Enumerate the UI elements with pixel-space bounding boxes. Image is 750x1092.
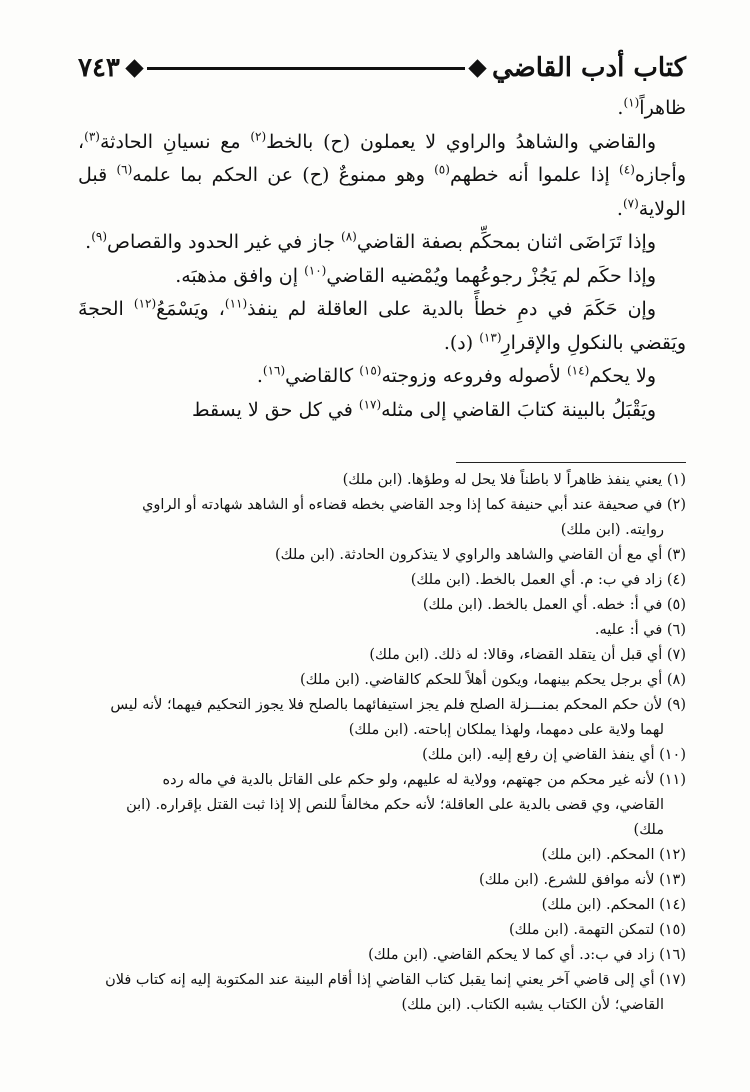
diamond-ornament-right	[468, 59, 486, 77]
footnote-6: (٦) في أ: عليه.	[594, 622, 686, 638]
text-run: ظاهراً	[639, 97, 686, 119]
paragraph-2	[78, 126, 686, 227]
footnotes	[72, 468, 686, 1018]
text-run: في كل حق لا يسقط	[192, 398, 359, 421]
footnote-2: (٢) في صحيفة عند أبي حنيفة كما إذا وجد القاضي بخطه قضاءه أو الشاهد شهادته أو الراوي	[142, 497, 686, 513]
footnote-ref: (٧)	[622, 196, 639, 211]
footnote-ref: (١٤)	[566, 363, 590, 378]
text-run: .	[617, 97, 624, 119]
text-run: جاز في غير الحدود والقصاص	[107, 231, 342, 253]
text-run: والقاضي والشاهدُ والراوي لا يعملون (ح) بالخط	[266, 130, 657, 153]
footnote-11-cont2: ملك)	[633, 822, 664, 838]
text-run: .	[85, 231, 92, 253]
text-run: ولا يحكم	[589, 365, 656, 387]
text-run: إن وافق مذهبَه.	[175, 264, 305, 287]
text-run: (د).	[443, 331, 480, 354]
footnote-ref: (١٧)	[358, 397, 382, 412]
page-header	[78, 48, 686, 88]
footnote-17-cont: القاضي؛ لأن الكتاب يشبه الكتاب. (ابن ملك)	[401, 997, 664, 1013]
footnote-ref: (٤)	[619, 162, 635, 177]
page-number: ٧٤٣	[78, 53, 120, 83]
footnote-13: (١٣) لأنه موافق للشرع. (ابن ملك)	[479, 872, 686, 888]
footnote-separator	[456, 462, 686, 463]
footnote-1: (١) يعني ينفذ ظاهراً لا باطناً فلا يحل له وطؤها. (ابن ملك)	[342, 472, 686, 488]
footnote-ref: (٣)	[84, 129, 100, 144]
footnote-10: (١٠) أي ينفذ القاضي إن رفع إليه. (ابن ملك)	[422, 747, 686, 763]
main-text	[78, 92, 686, 427]
text-run: .	[256, 365, 263, 387]
text-run: كالقاضي	[285, 365, 360, 387]
paragraph-6	[78, 360, 686, 394]
footnote-3: (٣) أي مع أن القاضي والشاهد والراوي لا يتذكرون الحادثة. (ابن ملك)	[274, 547, 686, 563]
footnote-11-cont: القاضي، وي قضى بالدية على العاقلة؛ لأنه حكم مخالفاً للنص إلا إذا ثبت القتل بإقراره. (ابن	[126, 797, 664, 813]
text-run: .	[616, 197, 623, 220]
diamond-ornament-left	[125, 59, 143, 77]
paragraph-5	[78, 293, 686, 360]
text-run: الحجةَ ويَقضي بالنكولِ والإقرارِ	[78, 298, 686, 354]
footnote-12: (١٢) المحكم. (ابن ملك)	[541, 847, 686, 863]
footnote-ref: (٨)	[341, 229, 357, 244]
footnote-ref: (١)	[623, 95, 640, 110]
footnote-4: (٤) زاد في ب: م. أي العمل بالخط. (ابن ملك)	[410, 572, 686, 588]
footnote-ref: (١٠)	[304, 263, 327, 278]
footnote-ref: (١٢)	[133, 296, 157, 311]
header-rule	[147, 67, 465, 70]
text-run: وإذا حكَم لم يَجُزْ رجوعُهما ويُمْضيه القاضي	[326, 264, 656, 287]
text-run: ، ويَسْمَعُ	[156, 298, 225, 320]
footnote-ref: (٥)	[434, 162, 450, 177]
text-run: مع نسيانِ الحادثة	[99, 130, 251, 153]
text-run: قبل الولاية	[78, 164, 686, 220]
footnote-2-cont: روايته. (ابن ملك)	[560, 522, 664, 538]
paragraph-1	[78, 92, 686, 126]
footnote-11: (١١) لأنه غير محكم من جهتهم، وولاية له عليهم، ولو حكم على القاتل بالدية في ماله رده	[162, 772, 686, 788]
footnote-15: (١٥) لتمكن التهمة. (ابن ملك)	[508, 922, 686, 938]
text-run: وأجازه	[634, 164, 686, 186]
footnote-8: (٨) أي برجل يحكم بينهما، ويكون أهلاً للحكم كالقاضي. (ابن ملك)	[299, 672, 686, 688]
footnote-ref: (١٥)	[359, 363, 382, 378]
footnote-ref: (١٦)	[262, 363, 286, 378]
footnote-9: (٩) لأن حكم المحكم بمنـــزلة الصلح فلم يجز استيفائهما بالصلح فلا يجوز التحكيم فيهما؛ لأنه ليس	[110, 697, 686, 713]
footnote-ref: (١١)	[224, 296, 248, 311]
text-run: لأصوله وفروعه وزوجته	[381, 365, 567, 387]
footnote-14: (١٤) المحكم. (ابن ملك)	[541, 897, 686, 913]
book-title: كتاب أدب القاضي	[492, 53, 686, 83]
footnote-16: (١٦) زاد في ب:د. أي كما لا يحكم القاضي. (ابن ملك)	[368, 947, 686, 963]
text-run: وإن حَكَمَ في دمِ خطأً بالدية على العاقلة لم ينفذ	[247, 298, 657, 320]
text-run: وإذا تَرَاضَى اثنان بمحكِّم بصفة القاضي	[356, 231, 656, 253]
footnote-7: (٧) أي قبل أن يتقلد القضاء، وقالا: له ذلك. (ابن ملك)	[369, 647, 686, 663]
footnote-17: (١٧) أي إلى قاضي آخر يعني إنما يقبل كتاب القاضي إذا أقام البينة عند المكتوبة إليه إنه كتاب فلان	[105, 972, 686, 988]
footnote-ref: (٦)	[116, 162, 133, 177]
footnote-ref: (٩)	[91, 229, 108, 244]
text-run: إذا علموا أنه خطهم	[449, 164, 620, 186]
paragraph-4	[78, 260, 686, 294]
footnote-5: (٥) في أ: خطه. أي العمل بالخط. (ابن ملك)	[422, 597, 686, 613]
footnote-ref: (١٣)	[479, 330, 502, 345]
footnote-9-cont: لهما ولاية على دمهما، ولهذا يملكان إباحته. (ابن ملك)	[348, 722, 664, 738]
paragraph-7	[78, 394, 686, 428]
paragraph-3	[78, 226, 686, 260]
footnote-ref: (٢)	[250, 129, 267, 144]
text-run: ،	[78, 130, 85, 153]
text-run: وهو ممنوعٌ (ح) عن الحكم بما علمه	[132, 164, 435, 186]
text-run: ويَقْبَلُ بالبينة كتابَ القاضي إلى مثله	[381, 398, 656, 421]
